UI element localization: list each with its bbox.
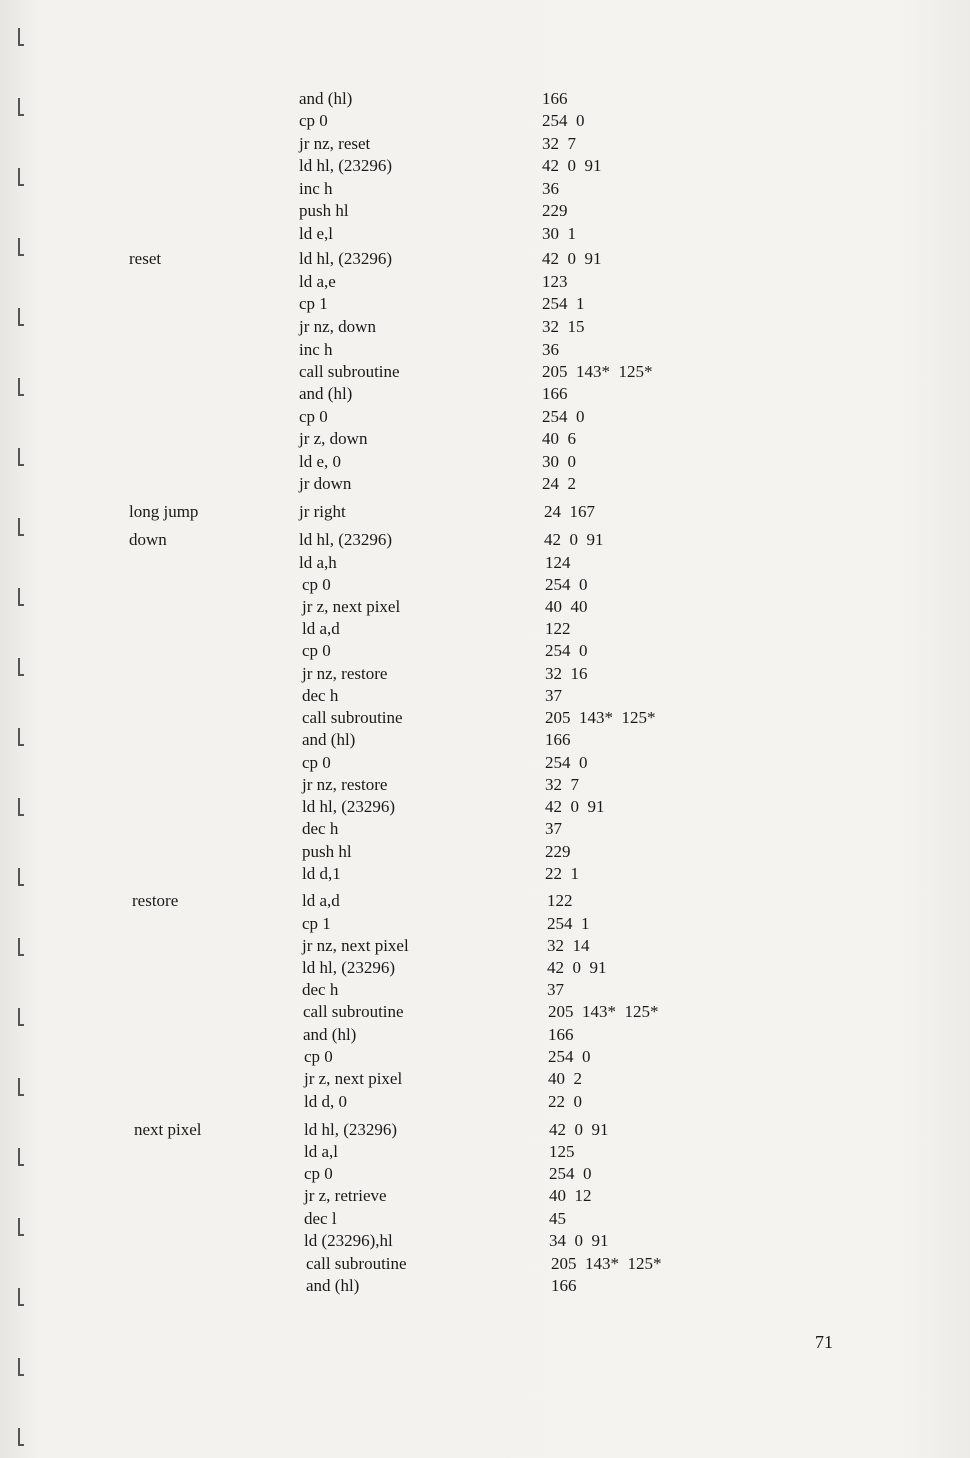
code-line [0, 178, 970, 200]
instruction: cp 0 [304, 1164, 333, 1183]
machine-code: 22 1 [545, 864, 579, 883]
code-line [0, 935, 970, 957]
machine-code: 42 0 91 [549, 1120, 609, 1139]
machine-code: 32 14 [547, 936, 590, 955]
machine-code: 36 [542, 179, 559, 198]
machine-code: 30 0 [542, 452, 576, 471]
machine-code: 40 6 [542, 429, 576, 448]
instruction: ld hl, (23296) [299, 249, 393, 268]
instruction: cp 0 [302, 641, 331, 660]
code-line [0, 1208, 970, 1230]
code-label: reset [129, 249, 162, 268]
instruction: ld a,d [302, 891, 340, 910]
machine-code: 205 143* 125* [551, 1254, 662, 1273]
code-line [0, 293, 970, 315]
machine-code: 32 7 [545, 775, 579, 794]
machine-code: 254 1 [547, 914, 590, 933]
instruction: ld hl, (23296) [302, 958, 396, 977]
code-line [0, 248, 970, 270]
instruction: ld (23296),hl [304, 1231, 393, 1250]
code-line [0, 663, 970, 685]
machine-code: 205 143* 125* [548, 1002, 659, 1021]
code-line [0, 529, 970, 551]
code-line [0, 707, 970, 729]
machine-code: 40 12 [549, 1186, 592, 1205]
instruction: ld hl, (23296) [302, 797, 396, 816]
instruction: cp 0 [302, 753, 331, 772]
instruction: ld e,l [299, 224, 333, 243]
code-line [0, 774, 970, 796]
machine-code: 254 0 [542, 407, 585, 426]
machine-code: 166 [551, 1276, 577, 1295]
instruction: dec h [302, 980, 339, 999]
instruction: call subroutine [302, 708, 403, 727]
machine-code: 122 [547, 891, 573, 910]
code-line [0, 383, 970, 405]
machine-code: 254 0 [542, 111, 585, 130]
code-line [0, 501, 970, 523]
code-line [0, 752, 970, 774]
instruction: dec h [302, 686, 339, 705]
code-label: next pixel [134, 1120, 202, 1139]
instruction: jr right [299, 502, 346, 521]
code-line [0, 1046, 970, 1068]
machine-code: 42 0 91 [547, 958, 607, 977]
code-line [0, 1119, 970, 1141]
code-line [0, 339, 970, 361]
code-line [0, 1001, 970, 1023]
machine-code: 205 143* 125* [542, 362, 653, 381]
instruction: ld hl, (23296) [299, 530, 393, 549]
code-line [0, 133, 970, 155]
code-line [0, 1253, 970, 1275]
machine-code: 205 143* 125* [545, 708, 656, 727]
code-line [0, 1185, 970, 1207]
machine-code: 37 [547, 980, 564, 999]
instruction: ld hl, (23296) [299, 156, 393, 175]
code-line [0, 685, 970, 707]
machine-code: 124 [545, 553, 571, 572]
code-line [0, 863, 970, 885]
machine-code: 42 0 91 [542, 156, 602, 175]
instruction: cp 0 [299, 111, 328, 130]
code-line [0, 640, 970, 662]
instruction: ld d,1 [302, 864, 341, 883]
code-line [0, 841, 970, 863]
machine-code: 254 0 [545, 641, 588, 660]
instruction: ld a,l [304, 1142, 338, 1161]
machine-code: 166 [542, 89, 568, 108]
code-line [0, 818, 970, 840]
page-number: 71 [815, 1332, 833, 1352]
code-line [0, 574, 970, 596]
instruction: jr nz, reset [299, 134, 371, 153]
instruction: jr z, retrieve [304, 1186, 387, 1205]
machine-code: 254 0 [545, 575, 588, 594]
code-line [0, 155, 970, 177]
code-line [0, 596, 970, 618]
code-line [0, 1163, 970, 1185]
code-line [0, 316, 970, 338]
instruction: jr down [299, 474, 352, 493]
instruction: jr z, down [299, 429, 368, 448]
instruction: ld hl, (23296) [304, 1120, 398, 1139]
code-label: restore [132, 891, 179, 910]
instruction: jr nz, down [299, 317, 376, 336]
code-line [0, 1275, 970, 1297]
machine-code: 32 15 [542, 317, 585, 336]
machine-code: 166 [545, 730, 571, 749]
machine-code: 166 [548, 1025, 574, 1044]
code-line [0, 200, 970, 222]
code-line [0, 451, 970, 473]
machine-code: 42 0 91 [542, 249, 602, 268]
code-line [0, 271, 970, 293]
machine-code: 122 [545, 619, 571, 638]
machine-code: 40 2 [548, 1069, 582, 1088]
instruction: call subroutine [299, 362, 400, 381]
machine-code: 22 0 [548, 1092, 582, 1111]
instruction: jr nz, restore [302, 775, 388, 794]
machine-code: 36 [542, 340, 559, 359]
instruction: push hl [302, 842, 352, 861]
machine-code: 229 [542, 201, 568, 220]
instruction: cp 1 [302, 914, 331, 933]
machine-code: 37 [545, 686, 562, 705]
instruction: jr nz, restore [302, 664, 388, 683]
instruction: call subroutine [306, 1254, 407, 1273]
instruction: ld a,e [299, 272, 336, 291]
code-line [0, 1068, 970, 1090]
machine-code: 166 [542, 384, 568, 403]
machine-code: 34 0 91 [549, 1231, 609, 1250]
code-line [0, 88, 970, 110]
code-line [0, 913, 970, 935]
machine-code: 254 1 [542, 294, 585, 313]
machine-code: 40 40 [545, 597, 588, 616]
machine-code: 254 0 [549, 1164, 592, 1183]
instruction: cp 0 [302, 575, 331, 594]
instruction: cp 1 [299, 294, 328, 313]
instruction: jr z, next pixel [302, 597, 401, 616]
code-line [0, 1024, 970, 1046]
code-line [0, 618, 970, 640]
instruction: and (hl) [306, 1276, 360, 1295]
instruction: ld a,h [299, 553, 337, 572]
code-line [0, 796, 970, 818]
instruction: push hl [299, 201, 349, 220]
instruction: cp 0 [304, 1047, 333, 1066]
machine-code: 45 [549, 1209, 566, 1228]
machine-code: 37 [545, 819, 562, 838]
code-label: down [129, 530, 167, 549]
code-line [0, 110, 970, 132]
instruction: inc h [299, 340, 333, 359]
machine-code: 42 0 91 [545, 797, 605, 816]
instruction: dec h [302, 819, 339, 838]
code-label: long jump [129, 502, 199, 521]
code-line [0, 1091, 970, 1113]
code-line [0, 552, 970, 574]
machine-code: 229 [545, 842, 571, 861]
code-line [0, 428, 970, 450]
instruction: and (hl) [302, 730, 356, 749]
machine-code: 32 16 [545, 664, 588, 683]
code-line [0, 1141, 970, 1163]
instruction: and (hl) [303, 1025, 357, 1044]
machine-code: 123 [542, 272, 568, 291]
instruction: jr nz, next pixel [302, 936, 409, 955]
instruction: cp 0 [299, 407, 328, 426]
code-line [0, 979, 970, 1001]
machine-code: 24 2 [542, 474, 576, 493]
machine-code: 24 167 [544, 502, 595, 521]
machine-code: 32 7 [542, 134, 576, 153]
instruction: ld d, 0 [304, 1092, 347, 1111]
machine-code: 42 0 91 [544, 530, 604, 549]
instruction: dec l [304, 1209, 337, 1228]
machine-code: 30 1 [542, 224, 576, 243]
machine-code: 125 [549, 1142, 575, 1161]
code-line [0, 473, 970, 495]
instruction: and (hl) [299, 89, 353, 108]
code-line [0, 729, 970, 751]
code-line [0, 890, 970, 912]
instruction: ld e, 0 [299, 452, 342, 471]
instruction: call subroutine [303, 1002, 404, 1021]
machine-code: 254 0 [548, 1047, 591, 1066]
instruction: jr z, next pixel [304, 1069, 403, 1088]
code-line [0, 361, 970, 383]
instruction: inc h [299, 179, 333, 198]
code-line [0, 223, 970, 245]
code-line [0, 406, 970, 428]
code-line [0, 1230, 970, 1252]
instruction: ld a,d [302, 619, 340, 638]
machine-code: 254 0 [545, 753, 588, 772]
instruction: and (hl) [299, 384, 353, 403]
code-line [0, 957, 970, 979]
